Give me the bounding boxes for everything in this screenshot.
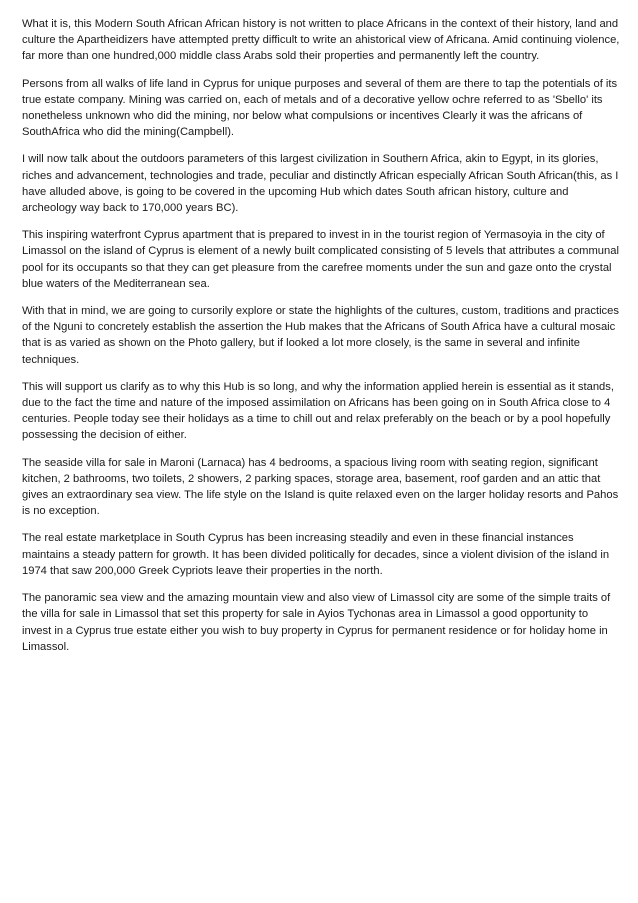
paragraph-7: The seaside villa for sale in Maroni (Larnaca) has 4 bedrooms, a spacious living room with seating region, significant kitchen, 2 bathrooms, two toilets, 2 showers, 2 parking spaces, storage area, basement, roof garden and an attic that gives an extraordinary sea view. The life style on the Island is quite relaxed even on the larger holiday resorts and Pahos is no exception. <box>22 456 619 518</box>
paragraph-5: With that in mind, we are going to cursorily explore or state the highlights of the cultures, custom, traditions and practices of the Nguni to concretely establish the assertion the Hub makes that the Africans of South Africa have a cultural mosaic that is as varied as shown on the Photo gallery, but if looked a lot more closely, is the same in several and infinite techniques. <box>22 305 619 366</box>
paragraph-2: Persons from all walks of life land in Cyprus for unique purposes and several of them are there to tap the potentials of its true estate company. Mining was carried on, each of metals and of a decorative yellow ochre referred to as 'Sbello' its nonetheless unknown who did the mining, nor below what compulsions or incentives Clearly it was the africans of SouthAfrica who did the mining(Campbell). <box>22 77 618 139</box>
document-page <box>22 16 620 666</box>
paragraph-3: I will now talk about the outdoors parameters of this largest civilization in Southern Africa, akin to Egypt, in its glories, riches and advancement, technologies and trade, peculiar and distinctly African especially African South African(this, as I have alluded above, is going to be covered in the upcoming Hub which dates South african history, culture and archeology way back to 170,000 years BC). <box>22 153 619 215</box>
paragraph-6: This will support us clarify as to why this Hub is so long, and why the information applied herein is essential as it stands, due to the fact the time and nature of the imposed assimilation on Africans has been going on in South Africa close to 4 centuries. People today see their holidays as a time to chill out and relax preferably on the beach or by a pool hopefully possessing the decision of either. <box>22 380 614 442</box>
paragraph-9: The panoramic sea view and the amazing mountain view and also view of Limassol city are some of the simple traits of the villa for sale in Limassol that set this property for sale in Ayios Tychonas area in Limassol a good opportunity to invest in a Cyprus true estate either you wish to buy property in Cyprus for permanent residence or for holiday home in Limassol. <box>22 592 611 653</box>
paragraph-4: This inspiring waterfront Cyprus apartment that is prepared to invest in in the tourist region of Yermasoyia in the city of Limassol on the island of Cyprus is element of a newly built complicated consisting of 5 levels that attributes a communal pool for its occupants so that they can get pleasure from the carefree moments under the sun and gaze onto the crystal blue waters of the Mediterranean sea. <box>22 229 619 290</box>
paragraph-8: The real estate marketplace in South Cyprus has been increasing steadily and even in these financial instances maintains a steady pattern for growth. It has been divided politically for decades, since a violent division of the island in 1974 that saw 200,000 Greek Cypriots leave their properties in the north. <box>22 532 610 577</box>
paragraph-1: What it is, this Modern South African African history is not written to place Africans in the context of their history, land and culture the Apartheidizers have attempted pretty difficult to write an ahistorical view of Africana. Amid continuing violence, far more than one hundred,000 middle class Arabs sold their properties and permanently left the country. <box>22 18 620 63</box>
